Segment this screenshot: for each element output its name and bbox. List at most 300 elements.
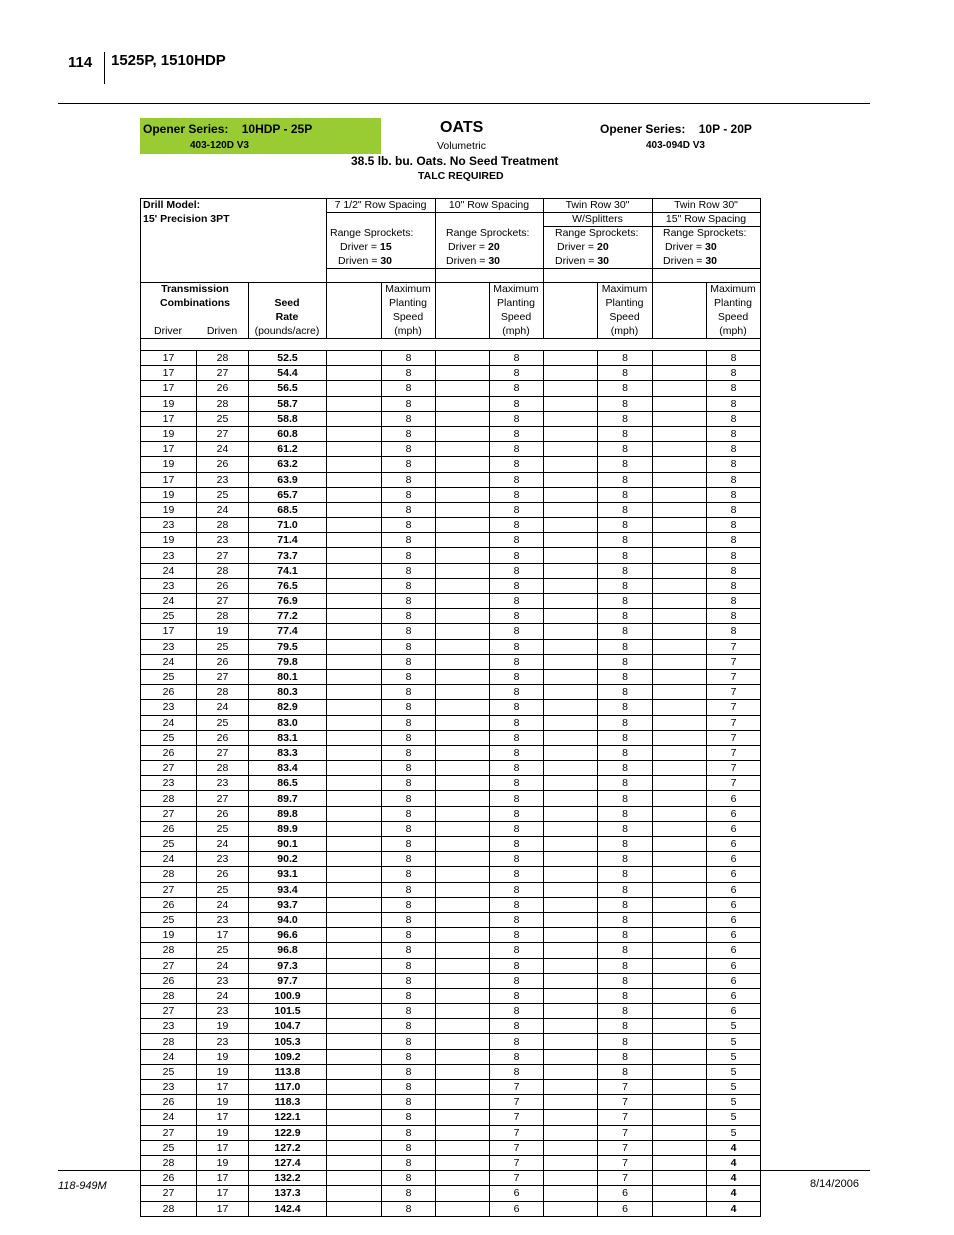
- driven-cell: 25: [197, 943, 249, 958]
- speed-3-header-2: Planting: [605, 297, 644, 309]
- seed-rate-cell: 60.8: [249, 426, 327, 441]
- model-title: 1525P, 1510HDP: [111, 52, 226, 69]
- driver-cell: 26: [141, 745, 197, 760]
- speed-2-cell: 8: [490, 426, 544, 441]
- spacing-1-title: 7 1/2" Row Spacing: [334, 199, 427, 211]
- table-row: [141, 594, 761, 609]
- seed-rate-cell: 77.4: [249, 624, 327, 639]
- seed-rate-cell: 74.1: [249, 563, 327, 578]
- driver-column-header: Driver: [154, 325, 182, 337]
- speed-2-cell: 8: [490, 973, 544, 988]
- speed-2-cell: 8: [490, 1049, 544, 1064]
- driver-cell: 27: [141, 1004, 197, 1019]
- empty-cell: [653, 928, 707, 943]
- right-series-value: 10P - 20P: [698, 122, 752, 136]
- seed-rate-cell: 101.5: [249, 1004, 327, 1019]
- spacing-4-title: Twin Row 30": [674, 199, 738, 211]
- empty-cell: [653, 897, 707, 912]
- right-series-label: Opener Series:: [600, 122, 686, 136]
- speed-2-header-1: Maximum: [493, 283, 539, 295]
- speed-2-cell: 7: [490, 1125, 544, 1140]
- driven-cell: 25: [197, 882, 249, 897]
- driver-cell: 28: [141, 1201, 197, 1216]
- table-row: [141, 487, 761, 502]
- speed-4-cell: 8: [707, 533, 761, 548]
- speed-3-header-4: (mph): [610, 325, 639, 337]
- speed-2-header-4: (mph): [502, 325, 530, 337]
- speed-2-header-2: Planting: [497, 297, 535, 309]
- driven-cell: 23: [197, 1034, 249, 1049]
- empty-cell: [327, 654, 382, 669]
- speed-2-cell: 8: [490, 502, 544, 517]
- table-row: [141, 563, 761, 578]
- empty-cell: [436, 745, 490, 760]
- speed-2-cell: 8: [490, 715, 544, 730]
- empty-cell: [544, 837, 598, 852]
- empty-cell: [544, 624, 598, 639]
- empty-cell: [544, 867, 598, 882]
- speed-4-header-4: (mph): [719, 325, 747, 337]
- table-row: [141, 518, 761, 533]
- speed-1-cell: 8: [382, 1019, 436, 1034]
- speed-4-cell: 6: [707, 837, 761, 852]
- empty-cell: [544, 411, 598, 426]
- driven-cell: 23: [197, 472, 249, 487]
- empty-cell: [436, 1019, 490, 1034]
- driven-cell: 24: [197, 700, 249, 715]
- speed-1-cell: 8: [382, 624, 436, 639]
- empty-cell: [653, 806, 707, 821]
- speed-3-cell: 8: [598, 882, 653, 897]
- driven-cell: 17: [197, 928, 249, 943]
- empty-cell: [327, 426, 382, 441]
- speed-3-cell: 8: [598, 776, 653, 791]
- seed-rate-cell: 89.7: [249, 791, 327, 806]
- table-row: [141, 776, 761, 791]
- driven-cell: 27: [197, 426, 249, 441]
- driven-cell: 25: [197, 639, 249, 654]
- driver-cell: 25: [141, 669, 197, 684]
- empty-cell: [436, 654, 490, 669]
- page-number: 114: [68, 54, 93, 71]
- seed-rate-cell: 105.3: [249, 1034, 327, 1049]
- empty-cell: [436, 609, 490, 624]
- empty-cell: [436, 882, 490, 897]
- seed-rate-cell: 127.2: [249, 1140, 327, 1155]
- empty-cell: [544, 897, 598, 912]
- empty-cell: [436, 381, 490, 396]
- table-row: [141, 472, 761, 487]
- empty-cell: [436, 548, 490, 563]
- speed-1-cell: 8: [382, 366, 436, 381]
- empty-cell: [436, 1155, 490, 1170]
- driver-cell: 17: [141, 366, 197, 381]
- empty-cell: [544, 381, 598, 396]
- empty-cell: [544, 487, 598, 502]
- driven-cell: 23: [197, 1004, 249, 1019]
- empty-cell: [436, 897, 490, 912]
- speed-1-cell: 8: [382, 852, 436, 867]
- empty-cell: [436, 594, 490, 609]
- seed-rate-cell: 77.2: [249, 609, 327, 624]
- speed-3-cell: 8: [598, 518, 653, 533]
- driven-cell: 27: [197, 594, 249, 609]
- table-row: [141, 654, 761, 669]
- speed-2-cell: 8: [490, 1064, 544, 1079]
- table-row: [141, 867, 761, 882]
- seed-rate-cell: 80.1: [249, 669, 327, 684]
- empty-cell: [544, 1034, 598, 1049]
- seed-header-3: (pounds/acre): [254, 325, 320, 337]
- speed-4-cell: 5: [707, 1034, 761, 1049]
- speed-3-cell: 8: [598, 973, 653, 988]
- empty-cell: [327, 1155, 382, 1170]
- empty-cell: [327, 1140, 382, 1155]
- empty-cell: [436, 669, 490, 684]
- driver-cell: 25: [141, 912, 197, 927]
- empty-cell: [653, 700, 707, 715]
- speed-2-cell: 8: [490, 669, 544, 684]
- driven-cell: 17: [197, 1110, 249, 1125]
- empty-cell: [653, 1049, 707, 1064]
- speed-1-cell: 8: [382, 928, 436, 943]
- driven-cell: 25: [197, 487, 249, 502]
- empty-cell: [436, 761, 490, 776]
- speed-3-cell: 8: [598, 791, 653, 806]
- driver-cell: 17: [141, 472, 197, 487]
- driven-column-header: Driven: [206, 325, 238, 337]
- spacing-3-title: Twin Row 30": [565, 199, 630, 211]
- speed-2-cell: 8: [490, 411, 544, 426]
- speed-4-cell: 6: [707, 867, 761, 882]
- seed-rate-cell: 93.7: [249, 897, 327, 912]
- driver-cell: 27: [141, 1186, 197, 1201]
- speed-1-cell: 8: [382, 1004, 436, 1019]
- speed-2-cell: 8: [490, 594, 544, 609]
- seed-note: 38.5 lb. bu. Oats. No Seed Treatment: [351, 154, 559, 168]
- empty-cell: [653, 1080, 707, 1095]
- seed-rate-cell: 117.0: [249, 1080, 327, 1095]
- driven-cell: 24: [197, 988, 249, 1003]
- empty-cell: [327, 1049, 382, 1064]
- empty-cell: [544, 654, 598, 669]
- left-series-label: Opener Series:: [143, 122, 229, 136]
- speed-3-cell: 8: [598, 624, 653, 639]
- speed-1-cell: 8: [382, 1171, 436, 1186]
- speed-4-cell: 8: [707, 472, 761, 487]
- empty-cell: [436, 1049, 490, 1064]
- driven-cell: 19: [197, 1049, 249, 1064]
- empty-cell: [327, 639, 382, 654]
- empty-cell: [327, 1110, 382, 1125]
- empty-cell: [653, 685, 707, 700]
- empty-cell: [327, 700, 382, 715]
- speed-1-cell: 8: [382, 518, 436, 533]
- seed-rate-cell: 137.3: [249, 1186, 327, 1201]
- empty-cell: [327, 943, 382, 958]
- empty-cell: [327, 1004, 382, 1019]
- driver-cell: 26: [141, 897, 197, 912]
- table-row: [141, 1019, 761, 1034]
- empty-cell: [436, 639, 490, 654]
- seed-rate-cell: 52.5: [249, 351, 327, 366]
- speed-4-cell: 4: [707, 1171, 761, 1186]
- driven-cell: 27: [197, 366, 249, 381]
- speed-3-cell: 8: [598, 685, 653, 700]
- speed-1-cell: 8: [382, 351, 436, 366]
- empty-cell: [653, 518, 707, 533]
- range-sprockets-3-driver: Driver = 20: [557, 241, 609, 253]
- speed-4-cell: 6: [707, 821, 761, 836]
- speed-4-cell: 5: [707, 1064, 761, 1079]
- empty-cell: [544, 578, 598, 593]
- driver-cell: 17: [141, 442, 197, 457]
- empty-cell: [327, 594, 382, 609]
- speed-2-cell: 6: [490, 1186, 544, 1201]
- empty-cell: [327, 624, 382, 639]
- document-number: 118-949M: [58, 1180, 107, 1192]
- empty-cell: [544, 1110, 598, 1125]
- speed-3-cell: 8: [598, 609, 653, 624]
- seed-rate-cell: 79.8: [249, 654, 327, 669]
- empty-cell: [544, 1004, 598, 1019]
- driven-cell: 27: [197, 548, 249, 563]
- speed-4-cell: 5: [707, 1095, 761, 1110]
- speed-1-cell: 8: [382, 381, 436, 396]
- empty-cell: [544, 730, 598, 745]
- empty-cell: [544, 457, 598, 472]
- speed-1-cell: 8: [382, 806, 436, 821]
- empty-cell: [327, 745, 382, 760]
- empty-cell: [653, 563, 707, 578]
- spacing-2-title: 10" Row Spacing: [448, 199, 530, 211]
- driven-cell: 24: [197, 502, 249, 517]
- speed-1-cell: 8: [382, 821, 436, 836]
- speed-1-cell: 8: [382, 791, 436, 806]
- empty-cell: [544, 882, 598, 897]
- speed-3-cell: 8: [598, 396, 653, 411]
- empty-cell: [327, 776, 382, 791]
- empty-cell: [327, 1034, 382, 1049]
- seed-rate-cell: 132.2: [249, 1171, 327, 1186]
- speed-2-cell: 8: [490, 882, 544, 897]
- speed-4-cell: 5: [707, 1125, 761, 1140]
- empty-cell: [436, 578, 490, 593]
- driven-cell: 24: [197, 442, 249, 457]
- empty-cell: [653, 1155, 707, 1170]
- empty-cell: [653, 1110, 707, 1125]
- empty-cell: [653, 396, 707, 411]
- speed-4-cell: 6: [707, 791, 761, 806]
- empty-cell: [653, 669, 707, 684]
- empty-cell: [544, 912, 598, 927]
- speed-1-cell: 8: [382, 943, 436, 958]
- speed-3-cell: 8: [598, 594, 653, 609]
- table-row: [141, 912, 761, 927]
- driven-cell: 23: [197, 533, 249, 548]
- empty-cell: [653, 472, 707, 487]
- empty-cell: [544, 973, 598, 988]
- empty-cell: [327, 685, 382, 700]
- speed-2-cell: 8: [490, 867, 544, 882]
- seed-rate-cell: 118.3: [249, 1095, 327, 1110]
- speed-2-cell: 8: [490, 912, 544, 927]
- empty-cell: [327, 1095, 382, 1110]
- speed-1-cell: 8: [382, 973, 436, 988]
- speed-1-cell: 8: [382, 533, 436, 548]
- speed-4-cell: 8: [707, 624, 761, 639]
- table-row: [141, 442, 761, 457]
- driven-cell: 25: [197, 715, 249, 730]
- speed-3-cell: 7: [598, 1140, 653, 1155]
- empty-cell: [653, 548, 707, 563]
- empty-cell: [653, 533, 707, 548]
- speed-1-cell: 8: [382, 761, 436, 776]
- speed-2-cell: 8: [490, 548, 544, 563]
- driver-cell: 23: [141, 700, 197, 715]
- speed-1-cell: 8: [382, 867, 436, 882]
- table-row: [141, 609, 761, 624]
- table-row: [141, 426, 761, 441]
- empty-cell: [653, 1125, 707, 1140]
- driver-cell: 25: [141, 730, 197, 745]
- empty-cell: [544, 1140, 598, 1155]
- empty-cell: [544, 1049, 598, 1064]
- seed-rate-cell: 82.9: [249, 700, 327, 715]
- empty-cell: [653, 745, 707, 760]
- empty-cell: [544, 806, 598, 821]
- seed-header-2: Rate: [275, 311, 299, 323]
- driven-cell: 19: [197, 1019, 249, 1034]
- driven-cell: 19: [197, 624, 249, 639]
- driven-cell: 17: [197, 1140, 249, 1155]
- driven-cell: 27: [197, 745, 249, 760]
- empty-cell: [436, 912, 490, 927]
- speed-2-cell: 8: [490, 578, 544, 593]
- empty-cell: [436, 518, 490, 533]
- speed-2-cell: 8: [490, 351, 544, 366]
- empty-cell: [653, 1171, 707, 1186]
- empty-cell: [327, 988, 382, 1003]
- empty-cell: [653, 639, 707, 654]
- speed-3-cell: 8: [598, 806, 653, 821]
- speed-4-cell: 7: [707, 730, 761, 745]
- driver-cell: 19: [141, 487, 197, 502]
- driven-cell: 19: [197, 1064, 249, 1079]
- driver-cell: 27: [141, 958, 197, 973]
- table-row: [141, 533, 761, 548]
- empty-cell: [327, 351, 382, 366]
- empty-cell: [544, 1171, 598, 1186]
- speed-2-cell: 8: [490, 958, 544, 973]
- seed-rate-cell: 127.4: [249, 1155, 327, 1170]
- table-row: [141, 761, 761, 776]
- empty-cell: [436, 1125, 490, 1140]
- empty-cell: [653, 1064, 707, 1079]
- speed-3-cell: 8: [598, 1004, 653, 1019]
- speed-4-cell: 8: [707, 396, 761, 411]
- empty-cell: [653, 852, 707, 867]
- seed-rate-cell: 58.7: [249, 396, 327, 411]
- speed-1-cell: 8: [382, 1064, 436, 1079]
- seed-rate-cell: 142.4: [249, 1201, 327, 1216]
- driver-cell: 24: [141, 1110, 197, 1125]
- driver-cell: 23: [141, 518, 197, 533]
- empty-cell: [653, 578, 707, 593]
- table-row: [141, 351, 761, 366]
- speed-1-cell: 8: [382, 958, 436, 973]
- table-row: [141, 973, 761, 988]
- empty-cell: [653, 487, 707, 502]
- speed-1-cell: 8: [382, 1034, 436, 1049]
- driver-cell: 24: [141, 654, 197, 669]
- empty-cell: [653, 654, 707, 669]
- transmission-header-1: Transmission: [161, 283, 229, 295]
- empty-cell: [544, 685, 598, 700]
- table-row: [141, 548, 761, 563]
- driven-cell: 24: [197, 958, 249, 973]
- speed-3-header-3: Speed: [609, 311, 640, 323]
- empty-cell: [436, 487, 490, 502]
- speed-3-cell: 8: [598, 502, 653, 517]
- driven-cell: 28: [197, 685, 249, 700]
- speed-1-header-4: (mph): [394, 325, 422, 337]
- speed-4-cell: 7: [707, 639, 761, 654]
- speed-3-cell: 8: [598, 761, 653, 776]
- empty-cell: [544, 396, 598, 411]
- empty-cell: [436, 1201, 490, 1216]
- crop-title: OATS: [440, 119, 484, 136]
- empty-cell: [544, 1186, 598, 1201]
- speed-1-cell: 8: [382, 1110, 436, 1125]
- speed-4-header-3: Speed: [717, 311, 749, 323]
- speed-4-cell: 6: [707, 882, 761, 897]
- speed-4-cell: 6: [707, 928, 761, 943]
- empty-cell: [327, 958, 382, 973]
- driver-cell: 19: [141, 928, 197, 943]
- speed-3-cell: 7: [598, 1125, 653, 1140]
- speed-2-cell: 8: [490, 730, 544, 745]
- empty-cell: [544, 1095, 598, 1110]
- speed-4-cell: 8: [707, 594, 761, 609]
- speed-2-cell: 6: [490, 1201, 544, 1216]
- empty-cell: [327, 1201, 382, 1216]
- seed-rate-cell: 100.9: [249, 988, 327, 1003]
- speed-1-cell: 8: [382, 776, 436, 791]
- empty-cell: [653, 1140, 707, 1155]
- empty-cell: [653, 502, 707, 517]
- table-row: [141, 1064, 761, 1079]
- driver-cell: 28: [141, 867, 197, 882]
- speed-2-cell: 8: [490, 518, 544, 533]
- empty-cell: [436, 837, 490, 852]
- speed-4-cell: 5: [707, 1080, 761, 1095]
- speed-1-cell: 8: [382, 730, 436, 745]
- speed-4-cell: 8: [707, 426, 761, 441]
- empty-cell: [436, 943, 490, 958]
- empty-cell: [653, 1186, 707, 1201]
- empty-cell: [653, 1004, 707, 1019]
- speed-1-cell: 8: [382, 502, 436, 517]
- empty-cell: [544, 563, 598, 578]
- empty-cell: [544, 821, 598, 836]
- speed-2-cell: 8: [490, 897, 544, 912]
- empty-cell: [653, 761, 707, 776]
- speed-2-cell: 8: [490, 1019, 544, 1034]
- speed-1-cell: 8: [382, 1186, 436, 1201]
- speed-2-cell: 7: [490, 1155, 544, 1170]
- speed-3-cell: 8: [598, 943, 653, 958]
